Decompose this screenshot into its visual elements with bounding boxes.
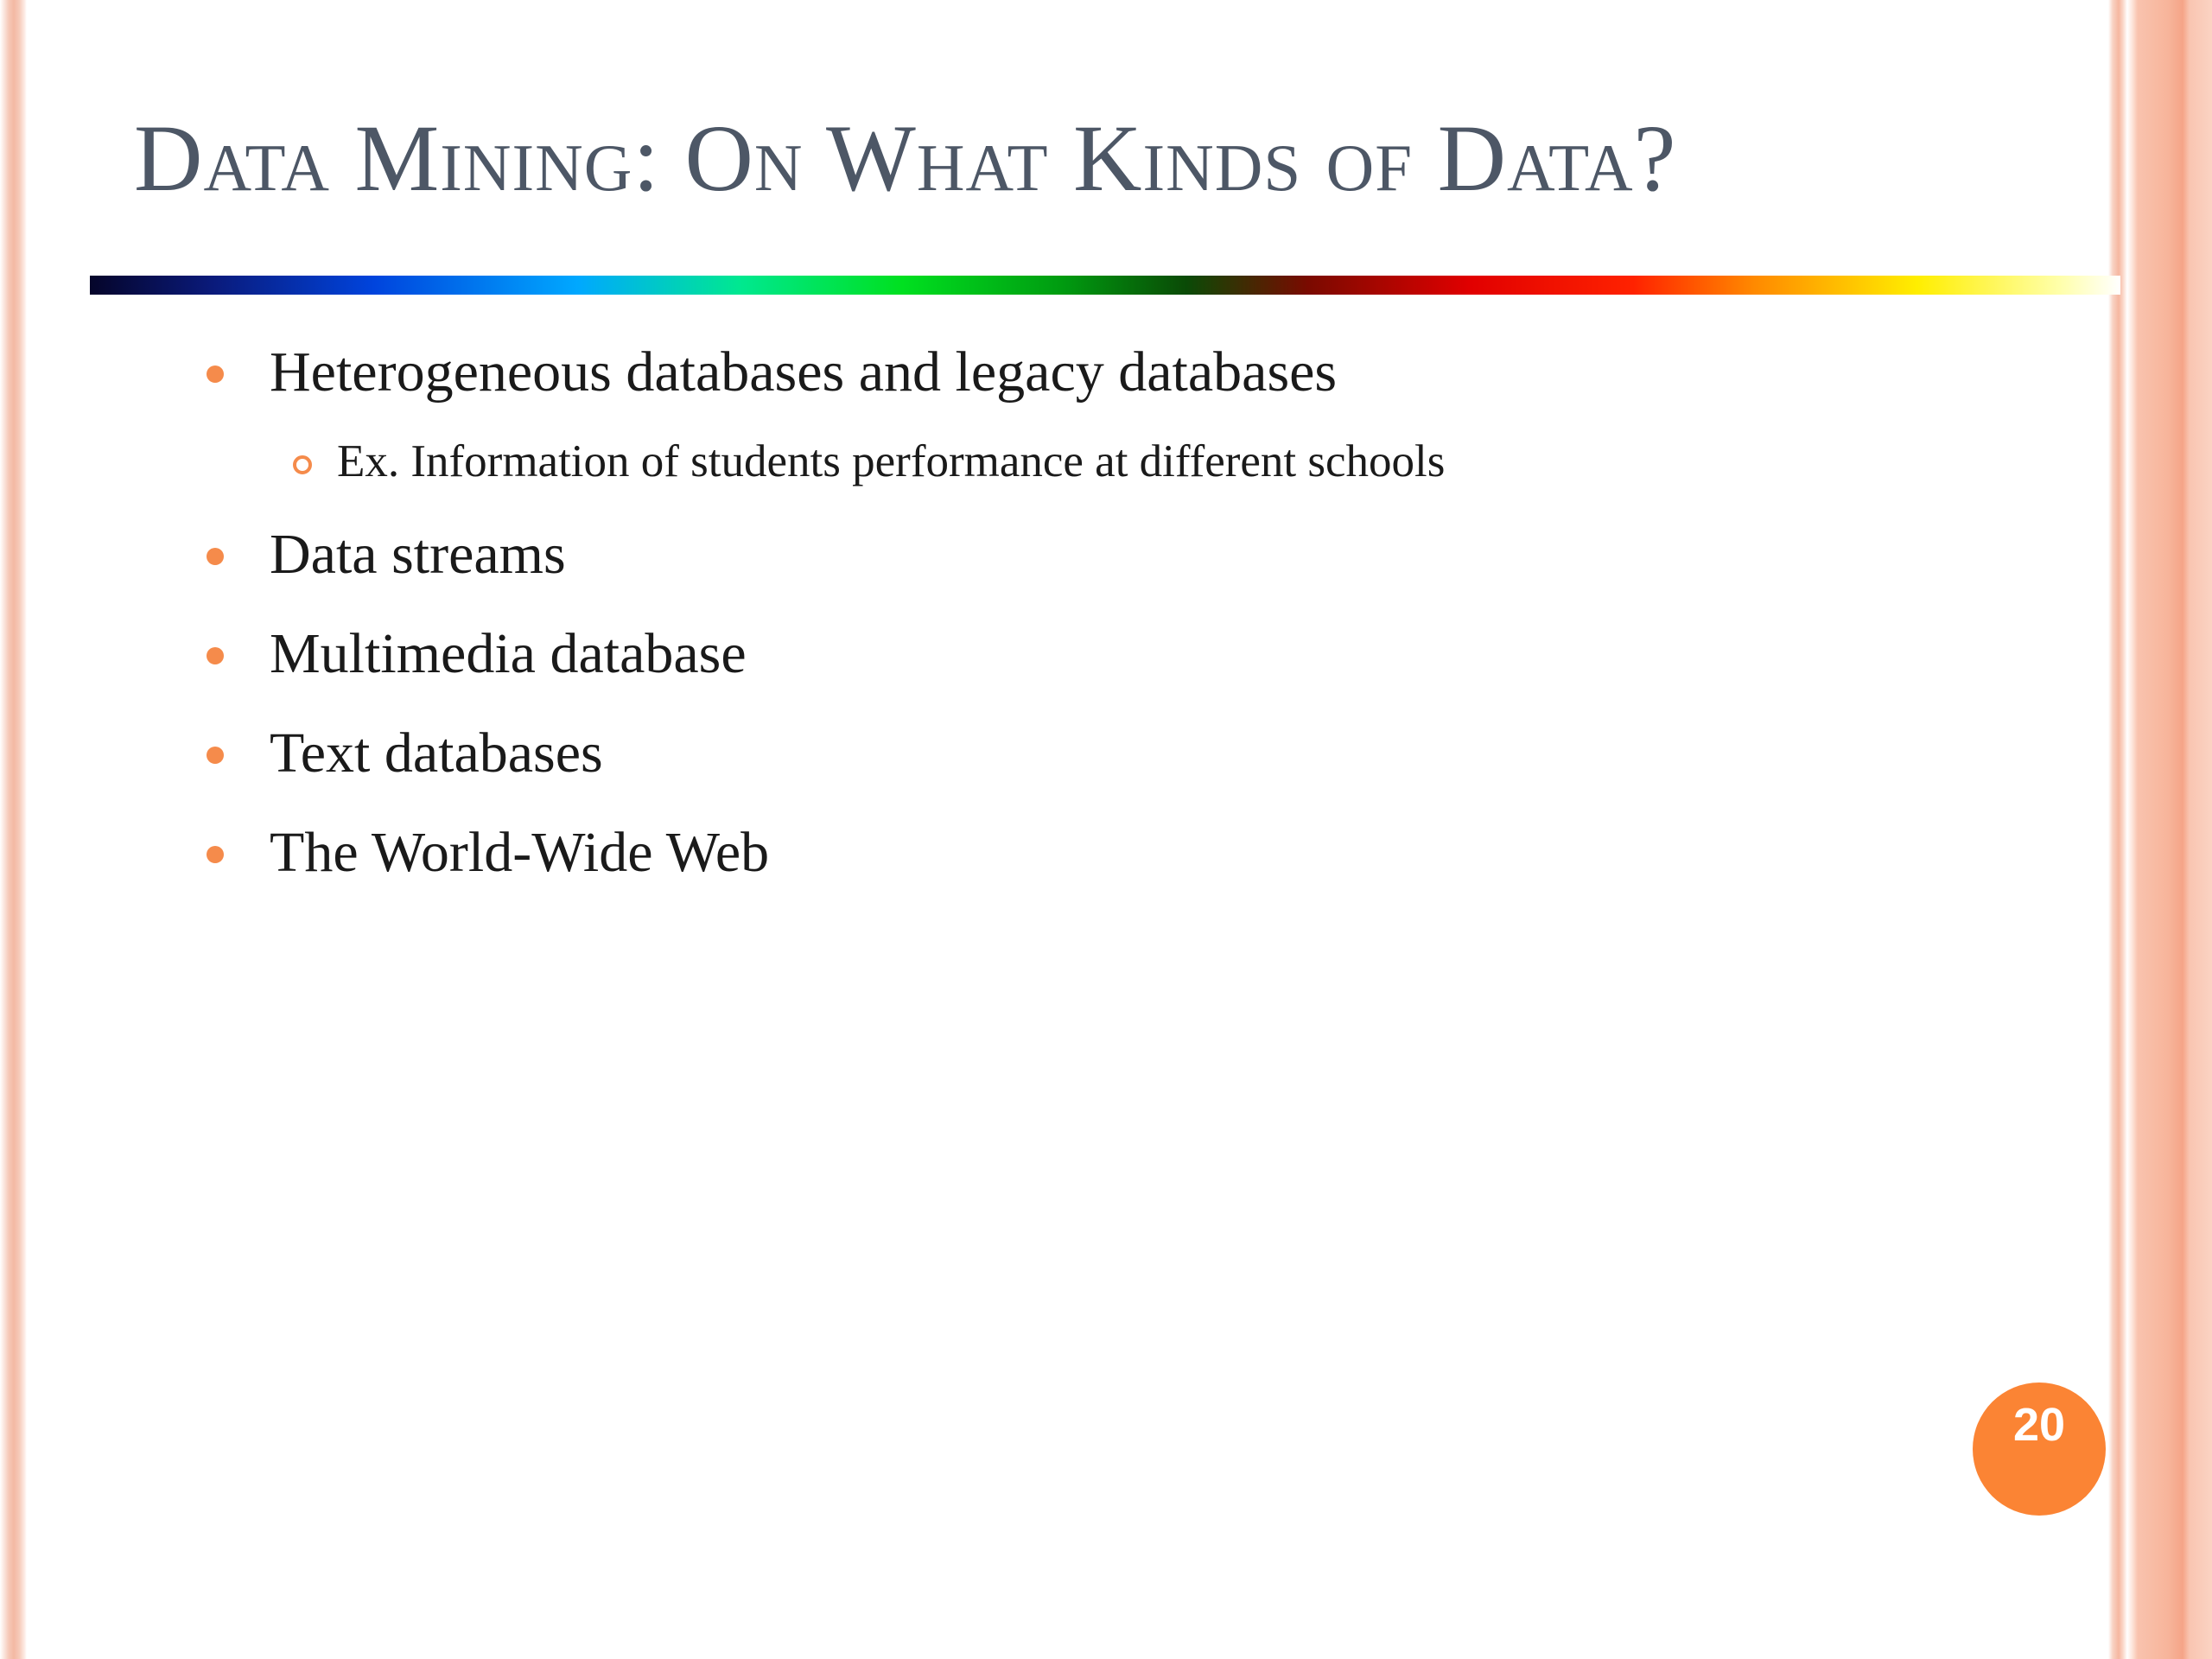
bullet-item: Heterogeneous databases and legacy databases [270,340,1338,404]
bullet-item: Text databases [270,721,603,785]
bullet-dot-icon [207,747,224,764]
right-decorative-border [2108,0,2212,1659]
bullet-item: Multimedia database [270,622,747,685]
bullet-item: The World-Wide Web [270,821,770,884]
bullet-dot-icon [207,647,224,664]
sub-bullet-ring-icon [293,455,312,474]
bullet-dot-icon [207,365,224,383]
slide-title: Data Mining: On What Kinds of Data? [134,105,1677,211]
bullet-dot-icon [207,846,224,863]
page-number-badge [1973,1382,2106,1516]
bullet-item: Data streams [270,523,566,586]
bullet-dot-icon [207,548,224,565]
page-number: 20 [2012,1399,2066,1451]
sub-bullet-item: Ex. Information of students performance at different schools [337,436,1446,486]
